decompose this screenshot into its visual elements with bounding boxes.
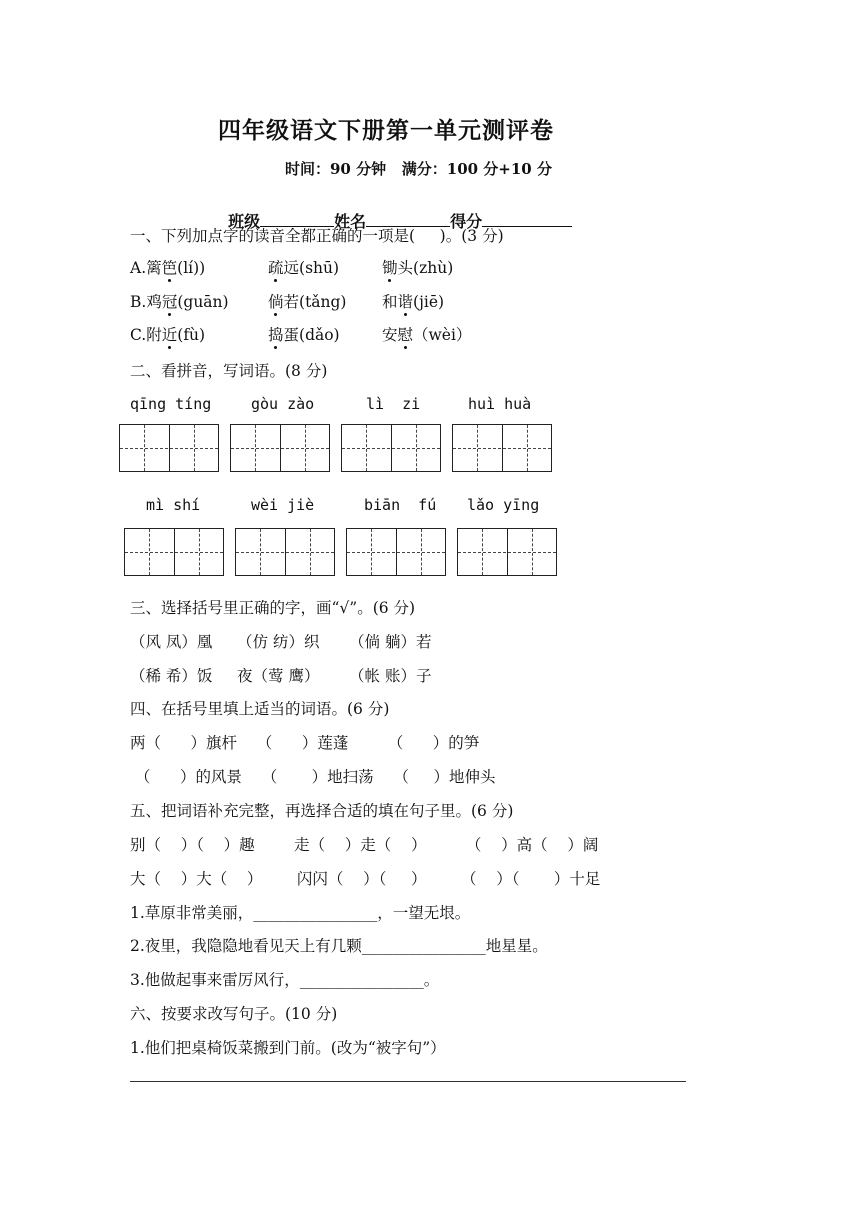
- q5-row-2: 大（ ）大（ ） 闪闪（ ）（ ） （ ）（ ）十足: [130, 870, 601, 888]
- dotted-character: 笆: [161, 259, 178, 277]
- pinyin-3: lì zi: [366, 395, 421, 413]
- q4-row-1: 两（ ）旗杆 （ ）莲蓬 （ ）的笋: [130, 734, 480, 752]
- q5-heading: 五、把词语补充完整，再选择合适的填在句子里。(6 分): [130, 802, 514, 820]
- q1-option-label: C.: [130, 326, 147, 344]
- q4-row-2: （ ）的风景 （ ）地扫荡 （ ）地伸头: [130, 768, 496, 786]
- dotted-character: 倘: [268, 293, 284, 311]
- pinyin-5: mì shí: [146, 496, 201, 514]
- q3-heading: 三、选择括号里正确的字，画“√”。(6 分): [130, 599, 416, 617]
- pinyin-7: biān fú: [364, 496, 437, 514]
- q6-heading: 六、按要求改写句子。(10 分): [130, 1005, 338, 1023]
- word-prefix: 篱: [146, 259, 162, 277]
- word-suffix-pinyin: (fù): [177, 326, 206, 344]
- word-prefix: 安: [382, 326, 398, 344]
- q1-option-3-item-3: [382, 323, 471, 345]
- q2-heading: 二、看拼音，写词语。(8 分): [130, 362, 328, 380]
- writing-box-7[interactable]: [346, 528, 446, 576]
- q1-option-3-item-2: [268, 323, 340, 345]
- word-prefix: 和: [382, 293, 398, 311]
- pinyin-6: wèi jiè: [251, 496, 315, 514]
- q1-option-label: A.: [130, 259, 147, 277]
- word-prefix: 附: [146, 326, 162, 344]
- exam-time-score: 时间：90 分钟 满分：100 分+10 分: [285, 160, 552, 178]
- q6-sentence-1: 1.他们把桌椅饭菜搬到门前。(改为“被字句”）: [130, 1039, 446, 1057]
- word-suffix-pinyin: 头(zhù): [397, 259, 454, 277]
- name-label: 姓名: [334, 212, 367, 231]
- word-suffix-pinyin: 若(tǎng): [283, 293, 347, 311]
- writing-box-2[interactable]: [230, 424, 330, 472]
- writing-box-5[interactable]: [124, 528, 224, 576]
- writing-box-1[interactable]: [119, 424, 219, 472]
- q5-sentence-2: 2.夜里，我隐隐地看见天上有几颗________________地星星。: [130, 937, 548, 955]
- writing-box-6[interactable]: [235, 528, 335, 576]
- q5-sentence-1: 1.草原非常美丽，________________，一望无垠。: [130, 904, 471, 922]
- q5-row-1: 别（ ）（ ）趣 走（ ）走（ ） （ ）高（ ）阔: [130, 836, 599, 854]
- writing-box-4[interactable]: [452, 424, 552, 472]
- word-prefix: 鸡: [146, 293, 162, 311]
- q1-heading: 一、下列加点字的读音全都正确的一项是( )。(3 分): [130, 227, 504, 245]
- q1-option-2-item-1[interactable]: [130, 290, 229, 312]
- q1-option-label: B.: [130, 293, 147, 311]
- dotted-character: 近: [161, 326, 178, 344]
- q5-sentence-3: 3.他做起事来雷厉风行，________________。: [130, 971, 440, 989]
- word-suffix-pinyin: (jiē): [413, 293, 445, 311]
- dotted-character: 捣: [268, 326, 284, 344]
- q1-option-3-item-1[interactable]: [130, 323, 205, 345]
- q1-option-2-item-3: [382, 290, 444, 312]
- pinyin-4: huì huà: [468, 395, 532, 413]
- q1-option-1-item-2: [268, 256, 339, 278]
- word-suffix-pinyin: 远(shū): [283, 259, 340, 277]
- word-suffix-pinyin: 蛋(dǎo): [283, 326, 340, 344]
- word-suffix-pinyin: (guān): [177, 293, 229, 311]
- score-label: 得分: [450, 212, 483, 231]
- writing-box-3[interactable]: [341, 424, 441, 472]
- answer-line[interactable]: [130, 1081, 686, 1082]
- q1-option-1-item-1[interactable]: [130, 256, 205, 278]
- q3-row-2: （稀 希）饭 夜（莺 鹰） （帐 账）子: [130, 667, 432, 685]
- pinyin-2: gòu zào: [251, 395, 315, 413]
- dotted-character: 冠: [161, 293, 178, 311]
- dotted-character: 锄: [382, 259, 398, 277]
- dotted-character: 疏: [268, 259, 284, 277]
- class-label: 班级: [228, 212, 261, 231]
- pinyin-8: lǎo yīng: [467, 496, 540, 514]
- dotted-character: 慰: [397, 326, 414, 344]
- writing-box-8[interactable]: [457, 528, 557, 576]
- q1-option-1-item-3: [382, 256, 453, 278]
- word-suffix-pinyin: (lí)): [177, 259, 206, 277]
- word-suffix-pinyin: （wèi）: [413, 326, 472, 344]
- q1-option-2-item-2: [268, 290, 347, 312]
- q3-row-1: （风 凤）凰 （仿 纺）织 （倘 躺）若: [130, 633, 432, 651]
- q4-heading: 四、在括号里填上适当的词语。(6 分): [130, 700, 390, 718]
- dotted-character: 谐: [397, 293, 414, 311]
- pinyin-1: qīng tíng: [130, 395, 212, 413]
- page-title: 四年级语文下册第一单元测评卷: [218, 117, 554, 144]
